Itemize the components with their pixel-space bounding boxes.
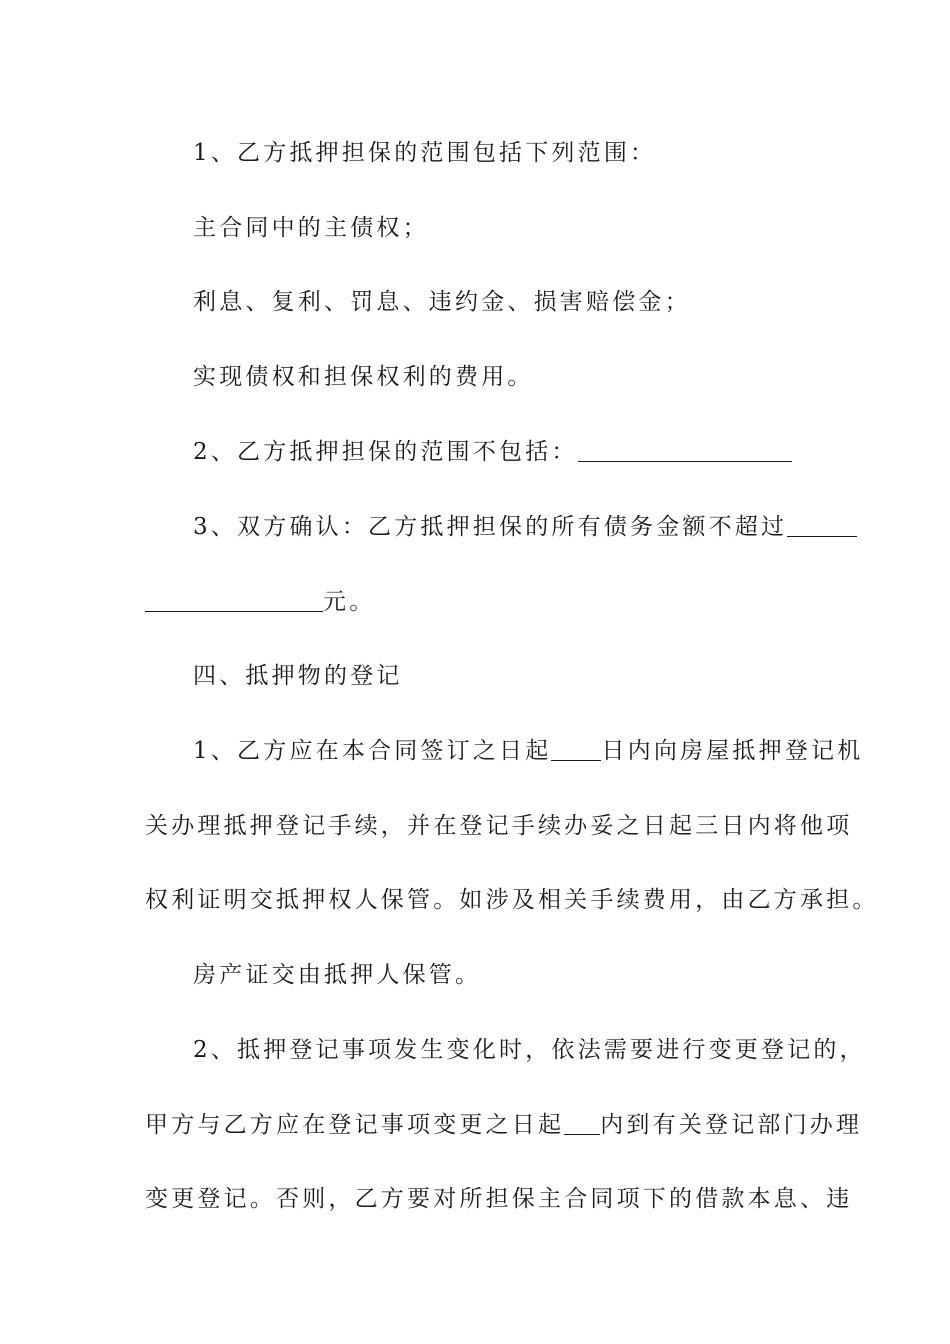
paragraph-registration-change-cont2: 变更登记。否则，乙方要对所担保主合同项下的借款本息、违	[145, 1186, 853, 1212]
fill-in-blank	[578, 439, 792, 462]
paragraph-certificate-custody: 房产证交由抵押人保管。	[193, 962, 482, 988]
paragraph-registration-change: 2、抵押登记事项发生变化时，依法需要进行变更登记的，	[193, 1037, 866, 1063]
section-heading-registration: 四、抵押物的登记	[193, 663, 403, 689]
fill-in-blank	[145, 589, 323, 612]
paragraph-scope-heading: 1、乙方抵押担保的范围包括下列范围：	[193, 140, 657, 166]
paragraph-interest: 利息、复利、罚息、违约金、损害赔偿金；	[193, 289, 691, 315]
paragraph-registration-change-cont: 甲方与乙方应在登记事项变更之日起 内到有关登记部门办理	[145, 1112, 863, 1138]
paragraph-amount-continued: 元。	[145, 587, 810, 617]
paragraph-amount-confirm: 3、双方确认：乙方抵押担保的所有债务金额不超过	[145, 512, 858, 542]
fill-in-blank	[551, 738, 601, 761]
paragraph-registration-1-cont: 关办理抵押登记手续，并在登记手续办妥之日起三日内将他项	[145, 813, 853, 839]
fill-in-blank	[787, 514, 857, 537]
paragraph-main-claim: 主合同中的主债权；	[193, 215, 429, 241]
paragraph-registration-1: 1、乙方应在本合同签订之日起 日内向房屋抵押登记机	[193, 738, 864, 764]
paragraph-costs: 实现债权和担保权利的费用。	[193, 364, 534, 390]
paragraph-exclusions: 2、乙方抵押担保的范围不包括：	[145, 437, 858, 467]
paragraph-registration-1-cont2: 权利证明交抵押权人保管。如涉及相关手续费用，由乙方承担。	[145, 887, 879, 913]
fill-in-blank	[564, 1112, 600, 1135]
